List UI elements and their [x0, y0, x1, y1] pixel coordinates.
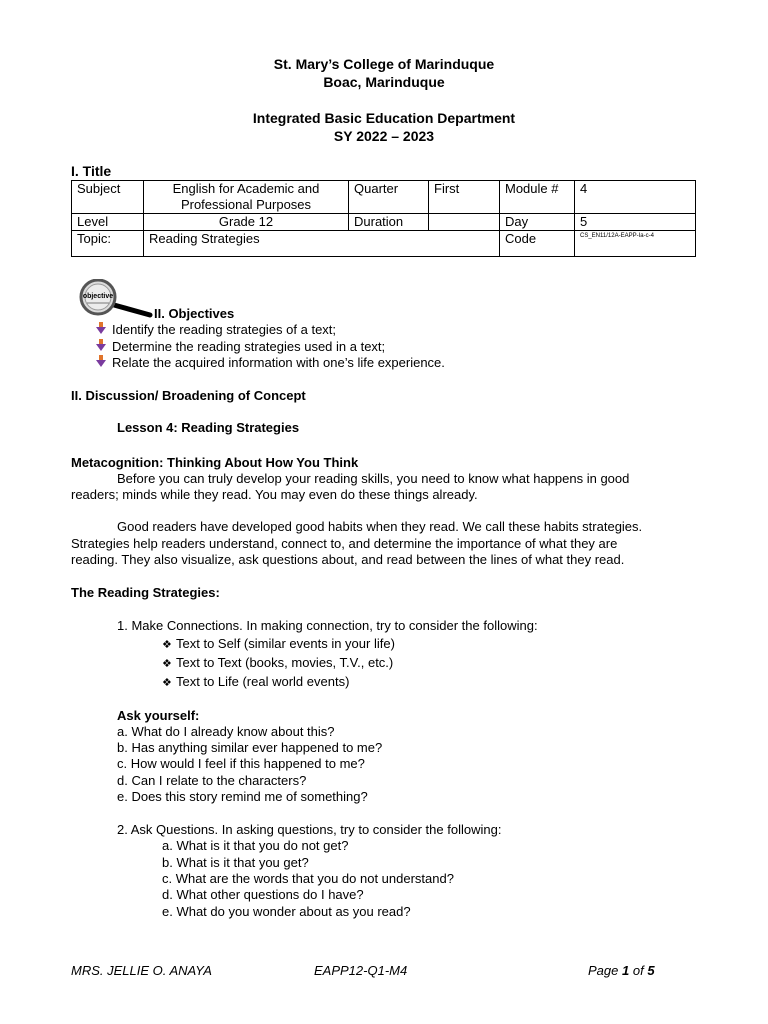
footer-module-code: EAPP12-Q1-M4	[314, 963, 408, 978]
page-current: 1	[622, 963, 630, 978]
paragraph-line: readers; minds while they read. You may even do these things already.	[71, 487, 478, 502]
list-item: e. What do you wonder about as you read?	[162, 904, 411, 919]
footer-page-number	[588, 963, 655, 978]
discussion-heading: II. Discussion/ Broadening of Concept	[71, 388, 306, 403]
module-info-table	[71, 180, 696, 257]
diamond-bullet-icon: ❖	[162, 658, 172, 670]
strategy-2-intro: 2. Ask Questions. In asking questions, try to consider the following:	[117, 822, 502, 837]
list-item: b. Has anything similar ever happened to me?	[117, 740, 383, 755]
objective-text: Identify the reading strategies of a text;	[112, 322, 337, 337]
title-heading: I. Title	[71, 163, 112, 179]
level-label: Level	[72, 214, 144, 231]
objective-text: Determine the reading strategies used in a text;	[112, 339, 386, 354]
objective-item	[96, 355, 445, 370]
strategy-1-intro: 1. Make Connections. In making connection, try to consider the following:	[117, 618, 538, 633]
lesson-title: Lesson 4: Reading Strategies	[117, 420, 300, 435]
module-label: Module #	[500, 181, 575, 214]
diamond-bullet-icon: ❖	[162, 677, 172, 689]
department-name: Integrated Basic Education Department	[252, 110, 516, 126]
arrow-down-icon	[96, 339, 112, 354]
subject-value: English for Academic and Professional Purposes	[144, 181, 349, 214]
arrow-down-icon	[96, 355, 112, 370]
list-item: e. Does this story remind me of something?	[117, 789, 368, 804]
list-item: b. What is it that you get?	[162, 855, 309, 870]
level-value: Grade 12	[144, 214, 349, 231]
page-prefix: Page	[588, 963, 619, 978]
list-item: c. What are the words that you do not understand?	[162, 871, 454, 886]
duration-label: Duration	[349, 214, 429, 231]
topic-label: Topic:	[72, 231, 144, 257]
objective-text: Relate the acquired information with one’s life experience.	[112, 355, 445, 370]
page-of: of	[632, 963, 644, 978]
objective-item	[96, 339, 385, 354]
table-row	[72, 231, 696, 257]
magnifier-icon	[74, 279, 154, 319]
list-item-text: Text to Life (real world events)	[176, 674, 350, 689]
metacognition-heading: Metacognition: Thinking About How You Think	[71, 455, 359, 470]
quarter-value: First	[429, 181, 500, 214]
subject-label: Subject	[72, 181, 144, 214]
magnifier-icon-label: objective	[82, 293, 114, 300]
quarter-label: Quarter	[349, 181, 429, 214]
paragraph-line: Good readers have developed good habits when they read. We call these habits strategies.	[117, 519, 643, 534]
list-item: c. How would I feel if this happened to me?	[117, 756, 365, 771]
topic-value: Reading Strategies	[144, 231, 500, 257]
diamond-bullet-icon: ❖	[162, 639, 172, 651]
module-value: 4	[575, 181, 696, 214]
list-item	[162, 636, 395, 651]
objective-item	[96, 322, 336, 337]
ask-yourself-heading: Ask yourself:	[117, 708, 200, 723]
list-item-text: Text to Text (books, movies, T.V., etc.)	[176, 655, 394, 670]
list-item	[162, 655, 393, 670]
code-label: Code	[500, 231, 575, 257]
paragraph-line: Before you can truly develop your reading skills, you need to know what happens in good	[117, 471, 630, 486]
school-name: St. Mary’s College of Marinduque	[273, 56, 495, 72]
table-row	[72, 214, 696, 231]
day-label: Day	[500, 214, 575, 231]
school-year: SY 2022 – 2023	[333, 128, 435, 144]
list-item: d. Can I relate to the characters?	[117, 773, 307, 788]
school-location: Boac, Marinduque	[323, 74, 445, 90]
strategies-heading: The Reading Strategies:	[71, 585, 220, 600]
paragraph-line: Strategies help readers understand, connect to, and determine the importance of what they are	[71, 536, 618, 551]
list-item: a. What do I already know about this?	[117, 724, 335, 739]
list-item: a. What is it that you do not get?	[162, 838, 349, 853]
paragraph-line: reading. They also visualize, ask questions about, and read between the lines of what they read.	[71, 552, 625, 567]
footer-author: MRS. JELLIE O. ANAYA	[71, 963, 212, 978]
arrow-down-icon	[96, 322, 112, 337]
code-value: CS_EN11/12A-EAPP-Ia-c-4	[575, 231, 696, 257]
page-total: 5	[647, 963, 655, 978]
day-value: 5	[575, 214, 696, 231]
duration-value	[429, 214, 500, 231]
objectives-heading: II. Objectives	[154, 306, 235, 321]
list-item	[162, 674, 349, 689]
list-item-text: Text to Self (similar events in your life)	[176, 636, 395, 651]
table-row	[72, 181, 696, 214]
list-item: d. What other questions do I have?	[162, 887, 364, 902]
